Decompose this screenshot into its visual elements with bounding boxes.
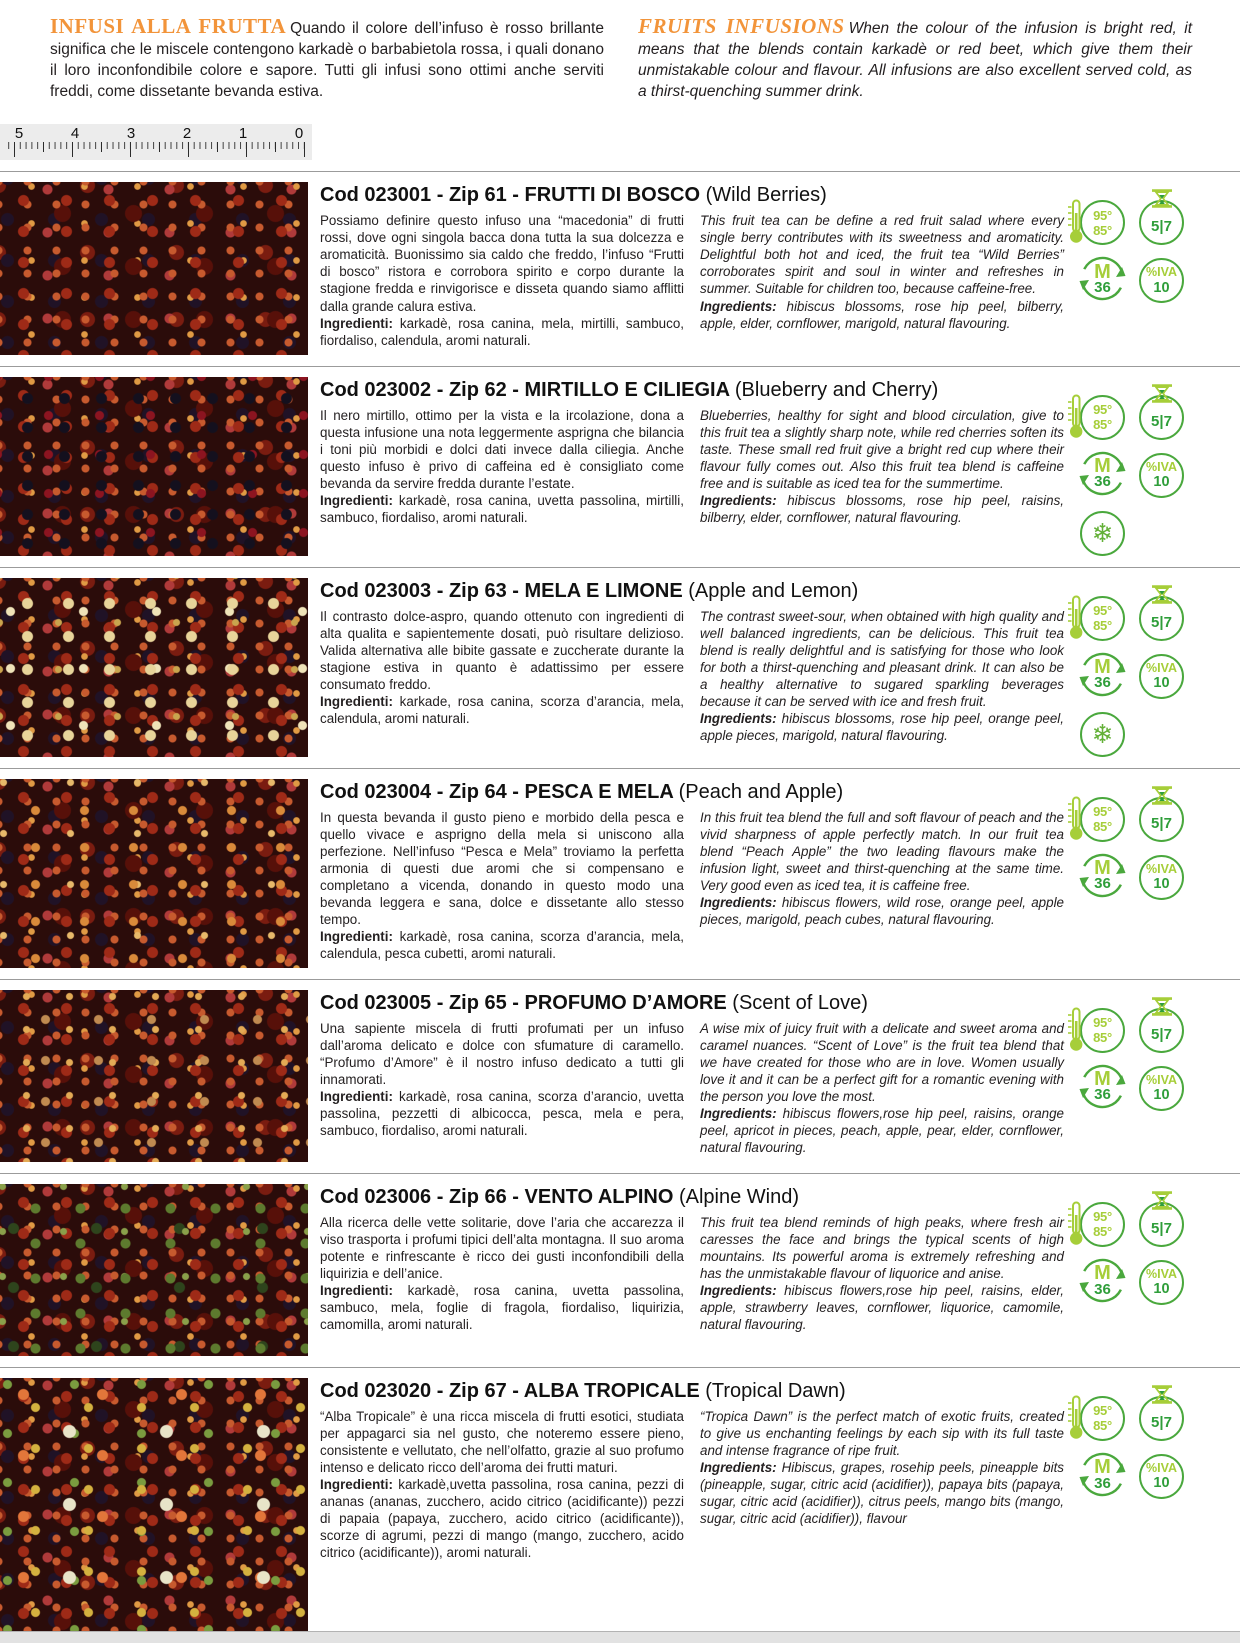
description-italian bbox=[320, 212, 684, 348]
product-row bbox=[0, 567, 1240, 757]
ingredients-label-english: Ingredients: bbox=[700, 298, 777, 314]
shelf-life-value: 36 bbox=[1094, 1474, 1111, 1492]
ingredients-italian bbox=[320, 315, 684, 349]
shelf-life-unit: M bbox=[1094, 1456, 1111, 1479]
product-photo bbox=[0, 1378, 308, 1634]
ingredients-italian bbox=[320, 492, 684, 526]
vat-label: %IVA bbox=[1145, 1460, 1178, 1475]
ingredients-italian bbox=[320, 1282, 684, 1333]
ingredients-text-english: Hibiscus, grapes, rosehip peels, pineapple bits (pineapple, sugar, citric acid (acidifier)), papaya bits (papaya, sugar, citric acid (acidifier)), citrus peels, mango bits (mango, sugar, citric acid (acidifier)), flavour bbox=[700, 1459, 1064, 1526]
temperature-bottom-value: 85° bbox=[1093, 222, 1112, 238]
product-english-name: (Blueberry and Cherry) bbox=[734, 378, 939, 401]
description-italian bbox=[320, 1214, 684, 1333]
thermometer-icon bbox=[1066, 1006, 1084, 1052]
desc-text-italian: Il nero mirtillo, ottimo per la vista e la ircolazione, dona a questa infusione una nota leggermente asprigna che bilancia i toni più morbidi e dolci dati invece dalla ciliegia. Anche questo infuso è privo di caffeina ed è consigliato come bevanda da servire fredda durante l’estate. bbox=[320, 407, 684, 491]
product-code-name: Cod 023003 - Zip 63 - MELA E LIMONE bbox=[320, 579, 683, 602]
temperature-top-value: 95° bbox=[1093, 1209, 1112, 1225]
product-title bbox=[320, 379, 1064, 402]
product-title bbox=[320, 580, 1064, 603]
product-english-name: (Alpine Wind) bbox=[678, 1185, 800, 1208]
product-body bbox=[308, 1184, 1078, 1356]
brewing-temperature-badge bbox=[1078, 196, 1127, 245]
desc-text-italian: Alla ricerca delle vette solitarie, dove l’aria che accarezza il viso trasporta i profumi tipici dell’alta montagna. Il suo aroma potente e rinfrescante è ricco dei gusti inconfondibili della liquirizia e dell’anice. bbox=[320, 1214, 684, 1281]
measurement-ruler bbox=[0, 124, 312, 160]
shelf-life-unit: M bbox=[1094, 1262, 1111, 1285]
shelf-life-badge bbox=[1078, 1450, 1127, 1499]
intro-heading-english: FRUITS INFUSIONS bbox=[638, 14, 845, 38]
shelf-life-unit: M bbox=[1094, 1068, 1111, 1091]
brewing-time-badge bbox=[1137, 1392, 1186, 1441]
temperature-top-value: 95° bbox=[1093, 1015, 1112, 1031]
brewing-time-value: 5|7 bbox=[1151, 1219, 1172, 1237]
shelf-life-value: 36 bbox=[1094, 875, 1111, 893]
vat-label: %IVA bbox=[1145, 459, 1178, 474]
ingredients-italian bbox=[320, 693, 684, 727]
ingredients-text-italian: karkadè,uvetta passolina, rosa canina, pezzi di ananas (ananas, zucchero, acido citrico (acidificante)) pezzi di papaia (papaya, zucchero, acido citrico (acidificante)), scorze di agrumi, pezzi di mango (mango, zucchero, acido citrico (acidificante)), aromi naturali. bbox=[320, 1476, 684, 1560]
temperature-top-value: 95° bbox=[1093, 402, 1112, 418]
thermometer-icon bbox=[1066, 198, 1084, 244]
description-english bbox=[700, 809, 1064, 962]
hourglass-icon bbox=[1150, 384, 1174, 403]
thermometer-icon bbox=[1066, 1394, 1084, 1440]
vat-badge bbox=[1137, 1450, 1186, 1499]
product-code-name: Cod 023001 - Zip 61 - FRUTTI DI BOSCO bbox=[320, 184, 701, 207]
product-icons bbox=[1078, 1378, 1196, 1634]
ingredients-text-italian: karkadè, rosa canina, scorza d’arancia, mela, calendula, pesca cubetti, aromi naturali. bbox=[320, 928, 684, 961]
description-english bbox=[700, 608, 1064, 744]
vat-value: 10 bbox=[1153, 1475, 1170, 1492]
desc-text-italian: Una sapiente miscela di frutti profumati per un infuso dall’aroma delicato e dolce con sfumature di caramello. “Profumo d’Amore” è il nostro infuso dedicato a tutti gli innamorati. bbox=[320, 1020, 684, 1087]
brewing-temperature-badge bbox=[1078, 1004, 1127, 1053]
desc-text-english: The contrast sweet-sour, when obtained with high quality and well balanced ingredients, can be delicious. This fruit tea blend is really delightful and is satisfying for those who look for both a thirst-quenching and pleasant drink. It can also be a healthy alternative to sugared sparkling beverages because it can be served with ice and fresh fruit. bbox=[700, 608, 1064, 709]
ruler-number: 2 bbox=[182, 125, 192, 143]
product-row bbox=[0, 1173, 1240, 1356]
product-icons bbox=[1078, 578, 1196, 757]
product-english-name: (Wild Berries) bbox=[705, 184, 827, 207]
ingredients-italian bbox=[320, 1476, 684, 1561]
ingredients-text-english: hibiscus blossoms, rose hip peel, raisins, bilberry, elder, cornflower, natural flavouring. bbox=[700, 492, 1064, 525]
ingredients-italian bbox=[320, 1088, 684, 1139]
hourglass-icon bbox=[1150, 189, 1174, 208]
product-code-name: Cod 023004 - Zip 64 - PESCA E MELA bbox=[320, 780, 674, 803]
intro-english bbox=[638, 12, 1192, 102]
ruler-number: 5 bbox=[14, 125, 24, 143]
ingredients-english bbox=[700, 1459, 1064, 1527]
desc-text-italian: Il contrasto dolce-aspro, quando ottenuto con ingredienti di alta qualita e sapientemente dosati, può risultare delizioso. Valida alternativa alle bibite gassate e zuccherate durante la stagione estiva in quanto è adattissimo per essere consumato freddo. bbox=[320, 608, 684, 692]
product-title bbox=[320, 992, 1064, 1015]
ingredients-label-italian: Ingredienti: bbox=[320, 315, 393, 331]
product-english-name: (Peach and Apple) bbox=[678, 780, 844, 803]
ingredients-english bbox=[700, 1105, 1064, 1156]
vat-label: %IVA bbox=[1145, 861, 1178, 876]
temperature-top-value: 95° bbox=[1093, 1403, 1112, 1419]
product-title bbox=[320, 1380, 1064, 1403]
product-photo bbox=[0, 1184, 308, 1356]
ruler-number: 4 bbox=[70, 125, 80, 143]
description-english bbox=[700, 1214, 1064, 1333]
description-english bbox=[700, 212, 1064, 348]
shelf-life-unit: M bbox=[1094, 856, 1111, 879]
vat-badge bbox=[1137, 449, 1186, 498]
desc-text-english: In this fruit tea blend the full and soft flavour of peach and the vivid sharpness of apple perfectly match. In our fruit tea blend “Peach Apple” the two leading flavours make the infusion light, sweet and thirst-quenching at the same time. Very good even as iced tea, it is caffeine free. bbox=[700, 809, 1064, 893]
intro-italian bbox=[50, 12, 604, 102]
ingredients-text-italian: karkadè, rosa canina, uvetta passolina, mirtilli, sambuco, fiordaliso, aromi naturali. bbox=[320, 492, 684, 525]
product-code-name: Cod 023006 - Zip 66 - VENTO ALPINO bbox=[320, 1185, 674, 1208]
snowflake-icon: ❄ bbox=[1091, 518, 1114, 549]
temperature-bottom-value: 85° bbox=[1093, 819, 1112, 835]
ingredients-label-english: Ingredients: bbox=[700, 1459, 777, 1475]
ingredients-label-italian: Ingredienti: bbox=[320, 1282, 393, 1298]
temperature-bottom-value: 85° bbox=[1093, 417, 1112, 433]
ruler-number: 1 bbox=[238, 125, 248, 143]
desc-text-italian: Possiamo definire questo infuso una “macedonia” di frutti rossi, dove ogni singola bacca dona tutta la sua dolcezza e aromaticità. Buonissimo sia caldo che freddo, l’infuso “Frutti di bosco” ristora e corrobora spirito e corpo durante la stagione fredda e rinvigorisce e disseta quando siamo afflitti dalla grande calura estiva. bbox=[320, 213, 684, 314]
desc-text-italian: In questa bevanda il gusto pieno e morbido della pesca e quello vivace e asprigno della mela si uniscono alla perfezione. Nell’infuso “Pesca e Mela” troviamo la perfetta armonia di questi due aromi che si compensano e completano a vicenda, donando in questo modo una bevanda leggera e sana, dolce e dissetante allo stesso tempo. bbox=[320, 809, 684, 927]
shelf-life-badge bbox=[1078, 1256, 1127, 1305]
ingredients-label-english: Ingredients: bbox=[700, 1282, 777, 1298]
shelf-life-unit: M bbox=[1094, 655, 1111, 678]
desc-text-english: “Tropica Dawn” is the perfect match of exotic fruits, created to give us enchanting feelings by each sip with its full taste and intense fragrance of ripe fruit. bbox=[700, 1408, 1064, 1458]
hourglass-icon bbox=[1150, 786, 1174, 805]
brewing-time-value: 5|7 bbox=[1151, 412, 1172, 430]
brewing-temperature-badge bbox=[1078, 391, 1127, 440]
thermometer-icon bbox=[1066, 594, 1084, 640]
ingredients-english bbox=[700, 1282, 1064, 1333]
product-row bbox=[0, 1367, 1240, 1634]
hourglass-icon bbox=[1150, 997, 1174, 1016]
vat-label: %IVA bbox=[1145, 660, 1178, 675]
shelf-life-unit: M bbox=[1094, 260, 1111, 283]
product-body bbox=[308, 990, 1078, 1162]
shelf-life-value: 36 bbox=[1094, 674, 1111, 692]
ingredients-text-italian: karkadè, rosa canina, mela, mirtilli, sambuco, fiordaliso, calendula, aromi naturali. bbox=[320, 315, 684, 348]
description-english bbox=[700, 407, 1064, 526]
product-code-name: Cod 023005 - Zip 65 - PROFUMO D’AMORE bbox=[320, 991, 727, 1014]
ingredients-text-english: hibiscus flowers,rose hip peel, raisins, orange peel, apricot in pieces, peach, apple, pear, elder, cornflower, natural flavouring. bbox=[700, 1105, 1064, 1155]
shelf-life-value: 36 bbox=[1094, 1086, 1111, 1104]
product-row bbox=[0, 768, 1240, 968]
shelf-life-badge bbox=[1078, 254, 1127, 303]
ingredients-english bbox=[700, 298, 1064, 332]
product-row bbox=[0, 366, 1240, 556]
ingredients-label-italian: Ingredienti: bbox=[320, 928, 393, 944]
product-photo bbox=[0, 779, 308, 968]
ingredients-english bbox=[700, 710, 1064, 744]
vat-value: 10 bbox=[1153, 474, 1170, 491]
product-english-name: (Apple and Lemon) bbox=[688, 579, 859, 602]
ingredients-text-italian: karkadè, rosa canina, scorza d’arancio, uvetta passolina, pezzetti di albicocca, pesca, mela e pera, sambuco, fiordaliso, aromi naturali. bbox=[320, 1088, 684, 1138]
product-body bbox=[308, 377, 1078, 556]
vat-value: 10 bbox=[1153, 279, 1170, 296]
temperature-bottom-value: 85° bbox=[1093, 1224, 1112, 1240]
product-photo bbox=[0, 377, 308, 556]
brewing-time-badge bbox=[1137, 793, 1186, 842]
vat-badge bbox=[1137, 1062, 1186, 1111]
shelf-life-badge bbox=[1078, 1062, 1127, 1111]
snowflake-icon: ❄ bbox=[1091, 719, 1114, 750]
intro-text-english: When the colour of the infusion is bright red, it means that the blends contain karkadè or red beet, which give them their unmistakable colour and flavour. All infusions are also excellent served cold, as a thirst-quenching summer drink. bbox=[638, 20, 1192, 100]
intro-heading-italian: INFUSI ALLA FRUTTA bbox=[50, 14, 287, 38]
vat-label: %IVA bbox=[1145, 265, 1178, 280]
shelf-life-badge bbox=[1078, 851, 1127, 900]
product-body bbox=[308, 1378, 1078, 1634]
ingredients-label-italian: Ingredienti: bbox=[320, 1088, 393, 1104]
ingredients-label-english: Ingredients: bbox=[700, 1105, 777, 1121]
product-row bbox=[0, 171, 1240, 354]
product-code-name: Cod 023002 - Zip 62 - MIRTILLO E CILIEGIA bbox=[320, 378, 730, 401]
shelf-life-unit: M bbox=[1094, 454, 1111, 477]
intro-text-italian: Quando il colore dell’infuso è rosso brillante significa che le miscele contengono karkadè o barbabietola rossa, i quali donano il loro inconfondibile colore e sapore. Tutti gli infusi sono ottimi anche serviti freddi, come dissetante bevanda estiva. bbox=[50, 20, 604, 100]
brewing-time-badge bbox=[1137, 592, 1186, 641]
desc-text-italian: “Alba Tropicale” è una ricca miscela di frutti esotici, studiata per appagarci sia nel gusto, che noteremo essere pieno, consistente e vellutato, che nell’olfatto, grazie al suo profumo intenso e delicato ricco dell’aroma dei frutti maturi. bbox=[320, 1408, 684, 1475]
product-photo bbox=[0, 990, 308, 1162]
shelf-life-badge bbox=[1078, 650, 1127, 699]
vat-label: %IVA bbox=[1145, 1266, 1178, 1281]
ingredients-label-english: Ingredients: bbox=[700, 492, 777, 508]
product-photo bbox=[0, 182, 308, 354]
vat-badge bbox=[1137, 851, 1186, 900]
hourglass-icon bbox=[1150, 1191, 1174, 1210]
ruler-number: 0 bbox=[294, 125, 304, 143]
product-icons bbox=[1078, 779, 1196, 968]
description-italian bbox=[320, 809, 684, 962]
product-icons bbox=[1078, 1184, 1196, 1356]
description-italian bbox=[320, 1020, 684, 1156]
ingredients-label-english: Ingredients: bbox=[700, 710, 777, 726]
product-title bbox=[320, 184, 1064, 207]
ingredients-english bbox=[700, 492, 1064, 526]
ingredients-label-italian: Ingredienti: bbox=[320, 693, 393, 709]
description-italian bbox=[320, 1408, 684, 1561]
brewing-time-value: 5|7 bbox=[1151, 218, 1172, 236]
desc-text-english: This fruit tea can be define a red fruit salad where every single berry contributes with its sweetness and aromaticity. Delightful both hot and iced, the fruit tea “Wild Berries” corroborates spirit and soul in winter and refreshes in summer. Suitable for children too, because caffeine-free. bbox=[700, 213, 1064, 297]
temperature-bottom-value: 85° bbox=[1093, 1418, 1112, 1434]
product-photo bbox=[0, 578, 308, 757]
ruler-ticks bbox=[8, 142, 308, 157]
description-english bbox=[700, 1020, 1064, 1156]
product-icons bbox=[1078, 377, 1196, 556]
desc-text-english: A wise mix of juicy fruit with a delicate and sweet aroma and caramel nuances. “Scent of Love” is the fruit tea blend that we have created for those who are in love. Women usually love it and it can be a perfect gift for a romantic evening with the person you love the most. bbox=[700, 1020, 1064, 1104]
brewing-temperature-badge bbox=[1078, 793, 1127, 842]
brewing-time-badge bbox=[1137, 1198, 1186, 1247]
ingredients-text-english: hibiscus blossoms, rose hip peel, orange peel, apple pieces, marigold, natural flavouring. bbox=[700, 710, 1064, 743]
product-english-name: (Tropical Dawn) bbox=[705, 1379, 846, 1402]
thermometer-icon bbox=[1066, 795, 1084, 841]
thermometer-icon bbox=[1066, 393, 1084, 439]
hourglass-icon bbox=[1150, 1385, 1174, 1404]
vat-badge bbox=[1137, 254, 1186, 303]
product-english-name: (Scent of Love) bbox=[732, 991, 868, 1014]
product-body bbox=[308, 578, 1078, 757]
ingredients-label-italian: Ingredienti: bbox=[320, 1476, 393, 1492]
product-code-name: Cod 023020 - Zip 67 - ALBA TROPICALE bbox=[320, 1379, 700, 1402]
temperature-top-value: 95° bbox=[1093, 603, 1112, 619]
desc-text-english: This fruit tea blend reminds of high peaks, where fresh air caresses the face and brings the typical scents of high mountains. Its powerful aroma is extremely refreshing and has the unmistakable flavour of liquorice and anise. bbox=[700, 1214, 1064, 1281]
product-row bbox=[0, 979, 1240, 1162]
ingredients-italian bbox=[320, 928, 684, 962]
ingredients-english bbox=[700, 894, 1064, 928]
brewing-time-badge bbox=[1137, 1004, 1186, 1053]
intro-section bbox=[0, 0, 1240, 102]
description-italian bbox=[320, 407, 684, 526]
brewing-temperature-badge bbox=[1078, 1392, 1127, 1441]
ingredients-label-italian: Ingredienti: bbox=[320, 492, 393, 508]
temperature-top-value: 95° bbox=[1093, 207, 1112, 223]
ruler-numbers bbox=[0, 124, 312, 142]
desc-text-english: Blueberries, healthy for sight and blood circulation, give to this fruit tea a slightly sharp note, while red cherries soften its taste. These small red fruit give a bright red cup where their flavour fully comes out. Also this fruit tea blend is caffeine free and is suitable as iced tea for the summertime. bbox=[700, 407, 1064, 491]
shelf-life-value: 36 bbox=[1094, 279, 1111, 297]
hourglass-icon bbox=[1150, 585, 1174, 604]
brewing-time-value: 5|7 bbox=[1151, 1025, 1172, 1043]
brewing-temperature-badge bbox=[1078, 1198, 1127, 1247]
brewing-time-badge bbox=[1137, 391, 1186, 440]
shelf-life-value: 36 bbox=[1094, 473, 1111, 491]
ingredients-text-italian: karkadè, rosa canina, uvetta passolina, sambuco, mela, foglie di fragola, fiordaliso, liquirizia, camomilla, aromi naturali. bbox=[320, 1282, 684, 1332]
ingredients-label-english: Ingredients: bbox=[700, 894, 777, 910]
shelf-life-badge bbox=[1078, 449, 1127, 498]
brewing-time-value: 5|7 bbox=[1151, 1413, 1172, 1431]
vat-value: 10 bbox=[1153, 876, 1170, 893]
product-title bbox=[320, 781, 1064, 804]
ingredients-text-italian: karkade, rosa canina, scorza d’arancia, mela, calendula, aromi naturali. bbox=[320, 693, 684, 726]
iced-tea-badge bbox=[1078, 507, 1127, 556]
product-title bbox=[320, 1186, 1064, 1209]
brewing-time-badge bbox=[1137, 196, 1186, 245]
vat-value: 10 bbox=[1153, 675, 1170, 692]
iced-tea-badge bbox=[1078, 708, 1127, 757]
product-list bbox=[0, 171, 1240, 1633]
vat-badge bbox=[1137, 1256, 1186, 1305]
ruler-number: 3 bbox=[126, 125, 136, 143]
temperature-bottom-value: 85° bbox=[1093, 1030, 1112, 1046]
description-italian bbox=[320, 608, 684, 744]
brewing-temperature-badge bbox=[1078, 592, 1127, 641]
product-body bbox=[308, 182, 1078, 354]
thermometer-icon bbox=[1066, 1200, 1084, 1246]
ingredients-text-english: hibiscus blossoms, rose hip peel, bilberry, apple, elder, cornflower, marigold, natural flavouring. bbox=[700, 298, 1064, 331]
page-footer-bar bbox=[0, 1631, 1240, 1643]
product-icons bbox=[1078, 182, 1196, 354]
vat-value: 10 bbox=[1153, 1087, 1170, 1104]
vat-label: %IVA bbox=[1145, 1072, 1178, 1087]
vat-badge bbox=[1137, 650, 1186, 699]
product-icons bbox=[1078, 990, 1196, 1162]
vat-value: 10 bbox=[1153, 1281, 1170, 1298]
description-english bbox=[700, 1408, 1064, 1561]
temperature-bottom-value: 85° bbox=[1093, 618, 1112, 634]
brewing-time-value: 5|7 bbox=[1151, 613, 1172, 631]
ingredients-text-english: hibiscus flowers, wild rose, orange peel, apple pieces, marigold, peach cubes, natural flavouring. bbox=[700, 894, 1064, 927]
product-body bbox=[308, 779, 1078, 968]
ingredients-text-english: hibiscus flowers,rose hip peel, raisins, elder, apple, strawberry leaves, cornflower, liquorice, camomile, natural flavouring. bbox=[700, 1282, 1064, 1332]
temperature-top-value: 95° bbox=[1093, 804, 1112, 820]
brewing-time-value: 5|7 bbox=[1151, 814, 1172, 832]
shelf-life-value: 36 bbox=[1094, 1280, 1111, 1298]
